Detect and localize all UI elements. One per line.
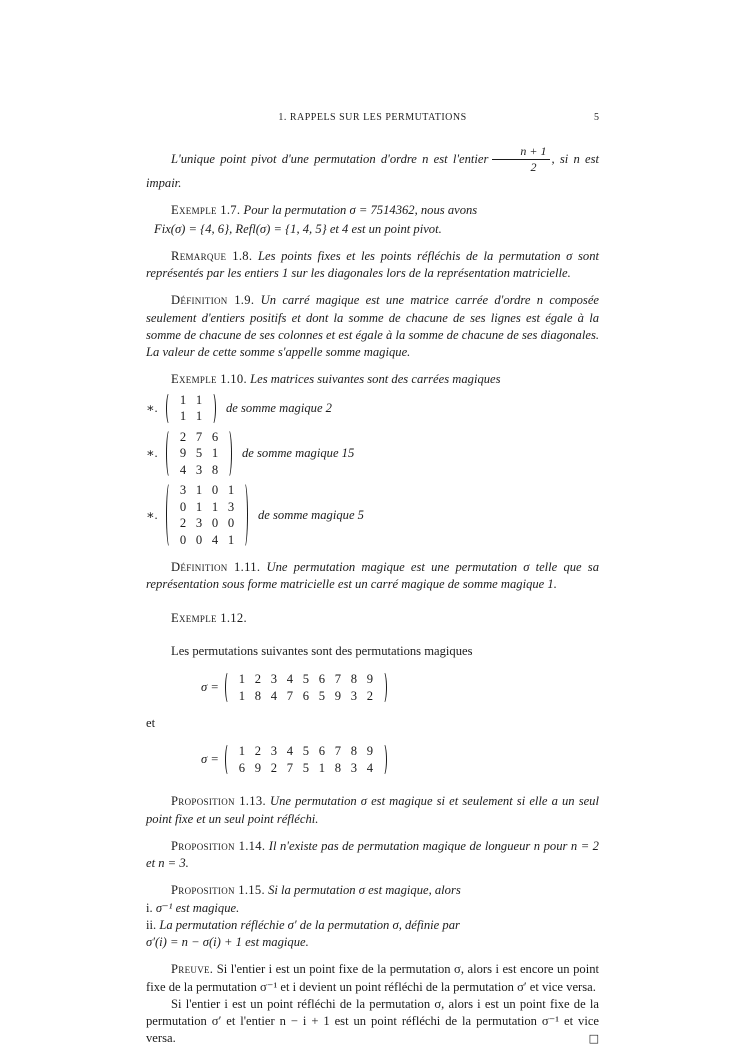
example-1-10-body: Les matrices suivantes sont des carrées magiques (250, 372, 501, 387)
magic-square-4x4 (166, 481, 248, 549)
running-title: 1. RAPPELS SUR LES PERMUTATIONS (278, 112, 467, 123)
proof-body-1: Si l'entier i est un point fixe de la permutation σ, alors i est encore un point fixe de la permutation σ⁻¹ et i devient un point réfléchi de la permutation σ′ et vice versa. (146, 962, 599, 994)
item-bullet: ∗. (146, 401, 158, 416)
permutations-intro: Les permutations suivantes sont des permutations magiques (171, 643, 473, 658)
proposition-1-14-label: Proposition 1.14. (171, 838, 266, 853)
item-i-marker: i. (146, 900, 153, 915)
proposition-1-13-label: Proposition 1.13. (171, 794, 266, 809)
item-caption: de somme magique 5 (258, 507, 364, 522)
proposition-1-13 (146, 793, 599, 828)
item-caption: de somme magique 2 (226, 400, 332, 415)
example-1-7-body: Pour la permutation σ = 7514362, nous avons (243, 203, 478, 218)
intro-text-before-fraction: L'unique point pivot d'une permutation d'ordre n est l'entier (171, 151, 489, 166)
sigma-equals-label: σ = (201, 680, 219, 695)
matrix-paren-left (166, 482, 173, 548)
proposition-1-15-item-i (146, 900, 599, 917)
item-ii-text: La permutation réfléchie σ′ de la permutation σ, définie par (159, 917, 460, 932)
proof-label: Preuve. (171, 962, 214, 977)
matrix-paren-right (380, 671, 387, 704)
connector-et: et (146, 716, 156, 731)
definition-1-11-label: Définition 1.11. (171, 560, 261, 575)
magic-square-item-4x4 (146, 481, 599, 549)
matrix-grid: 2 7 6 9 5 1 4 3 8 (179, 429, 219, 477)
item-bullet: ∗. (146, 508, 158, 523)
intro-paragraph (146, 145, 599, 192)
proposition-1-15-label: Proposition 1.15. (171, 883, 265, 898)
example-1-7-math: Fix(σ) = {4, 6}, Refl(σ) = {1, 4, 5} et 4 est un point pivot. (154, 221, 442, 236)
proposition-1-15-item-ii-continuation: σ′(i) = n − σ(i) + 1 est magique. (146, 935, 309, 950)
magic-square-3x3 (166, 428, 232, 480)
proof-paragraph-1 (146, 961, 599, 996)
example-1-10-label: Exemple 1.10. (171, 372, 247, 387)
matrix-grid: 1 2 3 4 5 6 7 8 9 1 8 4 7 6 5 9 3 2 (238, 672, 373, 703)
matrix-paren-left (225, 743, 232, 776)
proof-body-2: Si l'entier i est un point réfléchi de la permutation σ, alors i est un point fixe de la permutation σ′ et l'entier n − i + 1 est un point réfléchi de la permutation σ⁻¹ et vice versa. (146, 996, 599, 1046)
proposition-1-14-body: Il n'existe pas de permutation magique de longueur n pour n = 2 et n = 3. (146, 838, 599, 871)
matrix-paren-right (380, 743, 387, 776)
matrix-paren-right (225, 429, 232, 479)
definition-1-11-body: Une permutation magique est une permutation σ telle que sa représentation sous forme matricielle est un carré magique de somme magique 1. (146, 560, 600, 592)
magic-square-item-3x3 (146, 428, 599, 480)
item-i-text: σ⁻¹ est magique. (155, 900, 240, 915)
proposition-1-15-item-ii (146, 917, 599, 934)
definition-1-9-body: Un carré magique est une matrice carrée d'ordre n composée seulement d'entiers positifs et dont la somme de chacune de ses lignes est égale à la somme de chacune de ses colonnes et est égale à la somme de chacune de ses diagonales. La valeur de cette somme s'appelle somme magique. (146, 293, 600, 360)
proposition-1-13-body: Une permutation σ est magique si et seulement si elle a un seul point fixe et un seul point réfléchi. (146, 794, 599, 826)
proposition-1-15-body: Si la permutation σ est magique, alors (268, 883, 461, 898)
fraction-denominator: 2 (530, 159, 537, 174)
fraction-numerator: n + 1 (492, 145, 549, 160)
permutation-matrix-1 (201, 670, 599, 705)
definition-1-11 (146, 559, 599, 594)
proposition-1-14 (146, 838, 599, 873)
example-1-7-label: Exemple 1.7. (171, 203, 241, 218)
example-1-7 (146, 202, 599, 219)
page-number: 5 (594, 112, 599, 123)
remark-1-8-body: Les points fixes et les points réfléchis de la permutation σ sont représentés par les entiers 1 sur les diagonales lors de la représentation matricielle. (146, 248, 599, 281)
matrix-grid: 1 2 3 4 5 6 7 8 9 6 9 2 7 5 1 8 3 4 (238, 744, 373, 775)
matrix-paren-left (166, 429, 173, 479)
definition-1-9-label: Définition 1.9. (171, 293, 255, 308)
item-caption: de somme magique 15 (242, 445, 355, 460)
permutation-1-matrix (225, 670, 387, 705)
matrix-grid: 1 1 1 1 (179, 392, 203, 424)
proof-paragraph-2 (146, 996, 599, 1048)
example-1-10 (146, 371, 599, 388)
page-header (146, 112, 599, 123)
proposition-1-15 (146, 882, 599, 899)
sigma-equals-label: σ = (201, 752, 219, 767)
permutation-2-matrix (225, 742, 387, 777)
matrix-paren-right (209, 392, 216, 425)
item-ii-marker: ii. (146, 917, 157, 932)
magic-square-item-2x2 (146, 391, 599, 426)
definition-1-9 (146, 292, 599, 361)
intro-text-after-fraction: , si n est impair. (146, 151, 599, 191)
example-1-12-heading (146, 610, 599, 627)
remark-1-8-label: Remarque 1.8. (171, 248, 253, 263)
remark-1-8 (146, 248, 599, 283)
matrix-grid: 3 1 0 1 0 1 1 3 2 3 0 0 0 0 4 1 (179, 483, 235, 547)
item-bullet: ∗. (146, 446, 158, 461)
example-1-12-label: Exemple 1.12. (171, 610, 247, 625)
matrix-paren-left (225, 671, 232, 704)
permutation-matrix-2 (201, 742, 599, 777)
fraction-n-plus-1-over-2 (492, 145, 549, 173)
matrix-paren-left (166, 392, 173, 425)
matrix-paren-right (241, 482, 248, 548)
qed-symbol: □ (588, 1031, 599, 1045)
magic-square-2x2 (166, 391, 216, 426)
